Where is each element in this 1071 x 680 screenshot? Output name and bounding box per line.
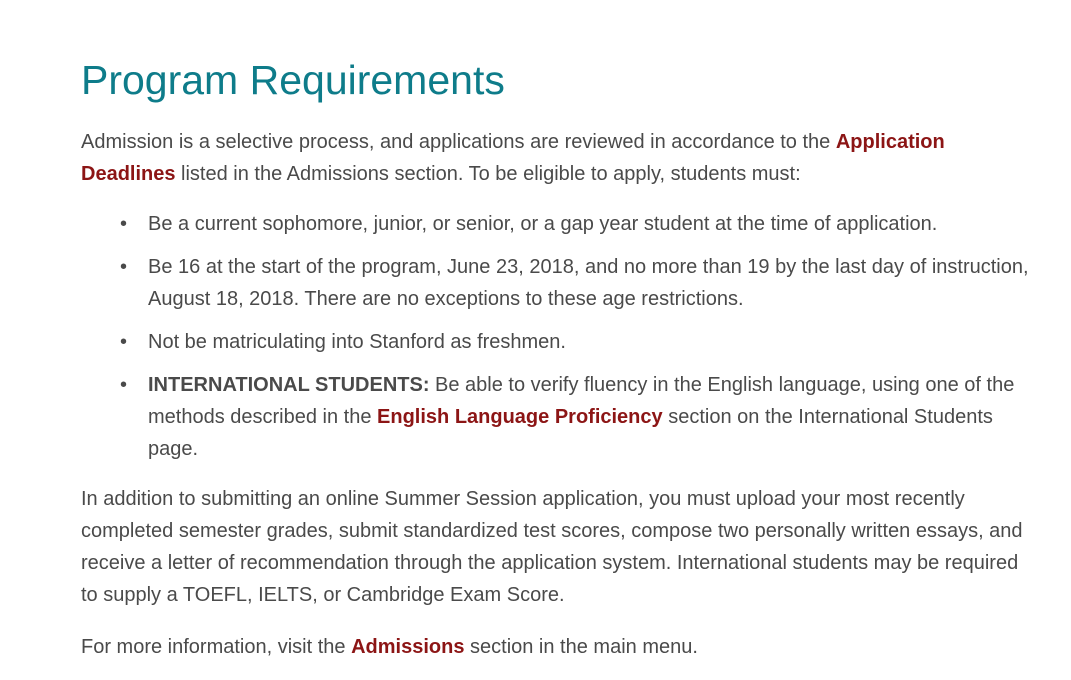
list-item [81, 326, 1031, 358]
requirement-text: Be 16 at the start of the program, June 23, 2018, and no more than 19 by the last day of instruction, August 18, 2018. There are no exceptions to these age restrictions. [148, 256, 1029, 310]
bullet-icon: • [120, 213, 128, 235]
bullet-icon: • [120, 256, 128, 278]
intro-text-before: Admission is a selective process, and applications are reviewed in accordance to the [81, 131, 836, 153]
requirement-text-before: Be able to verify fluency in the English language, using one of the methods described in the [148, 374, 1015, 428]
requirements-list [81, 208, 1031, 465]
intro-paragraph [81, 126, 1031, 190]
list-item [81, 369, 1031, 465]
bullet-icon: • [120, 374, 128, 396]
list-item [81, 208, 1031, 240]
international-students-label: INTERNATIONAL STUDENTS: [148, 374, 430, 396]
main-content [81, 54, 1031, 663]
application-materials-paragraph: In addition to submitting an online Summer Session application, you must upload your most recently completed semester grades, submit standardized test scores, compose two personally written essays, and receive a letter of recommendation through the application system. International students may be required to supply a TOEFL, IELTS, or Cambridge Exam Score. [81, 488, 1023, 606]
admissions-link[interactable]: Admissions [351, 636, 465, 658]
more-info-paragraph [81, 631, 1031, 663]
more-info-text-before: For more information, visit the [81, 636, 352, 658]
application-deadlines-link[interactable]: Application Deadlines [81, 131, 945, 185]
list-item [81, 251, 1031, 315]
intro-text-after: listed in the Admissions section. To be eligible to apply, students must: [175, 163, 801, 185]
requirement-text: Be a current sophomore, junior, or senior, or a gap year student at the time of application. [148, 213, 938, 235]
requirement-text-after: section on the International Students page. [148, 406, 993, 460]
bullet-icon: • [120, 331, 128, 353]
page-title: Program Requirements [81, 57, 505, 103]
english-language-proficiency-link[interactable]: English Language Proficiency [377, 406, 663, 428]
requirement-text: Not be matriculating into Stanford as freshmen. [148, 331, 566, 353]
more-info-text-after: section in the main menu. [464, 636, 698, 658]
